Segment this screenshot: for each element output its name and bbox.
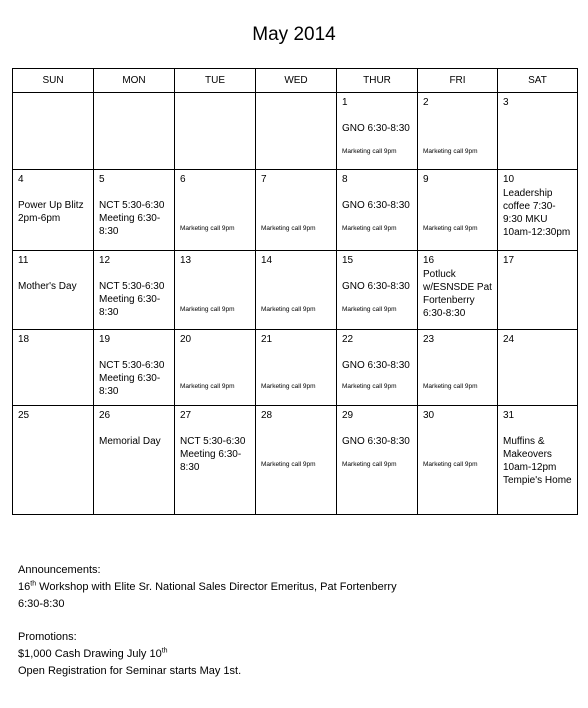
day-number: 1 — [342, 97, 348, 108]
marketing-call-note: Marketing call 9pm — [342, 306, 397, 313]
day-cell — [418, 251, 498, 330]
marketing-call-note: Marketing call 9pm — [180, 306, 235, 313]
day-cell — [94, 330, 175, 406]
day-cell — [94, 251, 175, 330]
event-text: GNO 6:30-8:30 — [342, 360, 410, 371]
week-row — [13, 170, 578, 251]
event-text: Power Up Blitz 2pm-6pm — [18, 200, 84, 224]
event-text: GNO 6:30-8:30 — [342, 281, 410, 292]
promotion-text: $1,000 Cash Drawing July 10 — [18, 648, 162, 660]
day-cell — [256, 330, 337, 406]
day-cell — [498, 251, 578, 330]
day-cell — [175, 330, 256, 406]
day-number: 12 — [99, 255, 111, 266]
day-number: 9 — [423, 174, 429, 185]
day-number: 22 — [342, 334, 354, 345]
day-cell — [94, 93, 175, 170]
day-number: 25 — [18, 410, 30, 421]
day-cell — [256, 93, 337, 170]
day-header-mon: MON — [94, 69, 175, 93]
day-number: 6 — [180, 174, 186, 185]
event-text: NCT 5:30-6:30 Meeting 6:30-8:30 — [99, 200, 165, 237]
marketing-call-note: Marketing call 9pm — [342, 225, 397, 232]
event-text: GNO 6:30-8:30 — [342, 123, 410, 134]
day-cell — [418, 170, 498, 251]
day-header-sun: SUN — [13, 69, 94, 93]
event-text: Muffins & Makeovers 10am-12pm Tempie's Home — [503, 436, 572, 486]
day-header-thur: THUR — [337, 69, 418, 93]
day-cell — [498, 330, 578, 406]
day-number: 27 — [180, 410, 192, 421]
day-number: 24 — [503, 334, 515, 345]
day-number: 30 — [423, 410, 435, 421]
day-cell — [337, 330, 418, 406]
day-number: 19 — [99, 334, 111, 345]
day-number: 13 — [180, 255, 192, 266]
day-cell — [256, 251, 337, 330]
day-cell — [498, 406, 578, 515]
marketing-call-note: Marketing call 9pm — [342, 461, 397, 468]
promotions-section — [18, 629, 241, 680]
day-header-sat: SAT — [498, 69, 578, 93]
day-cell — [175, 406, 256, 515]
day-cell — [418, 93, 498, 170]
marketing-call-note: Marketing call 9pm — [261, 225, 316, 232]
event-text: Mother's Day — [18, 281, 77, 292]
marketing-call-note: Marketing call 9pm — [342, 383, 397, 390]
promotions-heading: Promotions: — [18, 631, 77, 643]
marketing-call-note: Marketing call 9pm — [261, 461, 316, 468]
event-text: Memorial Day — [99, 436, 161, 447]
day-number: 5 — [99, 174, 105, 185]
day-cell — [337, 170, 418, 251]
marketing-call-note: Marketing call 9pm — [261, 383, 316, 390]
event-text: NCT 5:30-6:30 Meeting 6:30-8:30 — [99, 281, 165, 318]
day-number: 4 — [18, 174, 24, 185]
promotion-line — [18, 646, 241, 663]
week-row — [13, 330, 578, 406]
event-text: Leadership coffee 7:30-9:30 MKU 10am-12:30pm — [503, 188, 571, 238]
day-number: 26 — [99, 410, 111, 421]
day-cell — [94, 406, 175, 515]
marketing-call-note: Marketing call 9pm — [180, 383, 235, 390]
day-cell — [418, 406, 498, 515]
day-cell — [337, 406, 418, 515]
marketing-call-note: Marketing call 9pm — [423, 148, 478, 155]
announcement-line — [18, 579, 397, 596]
week-row — [13, 251, 578, 330]
day-number: 20 — [180, 334, 192, 345]
announcement-ordinal: 16 — [18, 581, 31, 593]
day-cell — [13, 93, 94, 170]
day-number: 28 — [261, 410, 273, 421]
event-text: GNO 6:30-8:30 — [342, 200, 410, 211]
day-number: 10 — [503, 174, 515, 185]
day-cell — [337, 93, 418, 170]
day-number: 18 — [18, 334, 30, 345]
day-number: 21 — [261, 334, 273, 345]
week-row — [13, 406, 578, 515]
promotion-ordinal-suffix: th — [161, 647, 168, 655]
day-header-wed: WED — [256, 69, 337, 93]
day-cell — [498, 93, 578, 170]
announcement-ordinal-suffix: th — [30, 580, 37, 588]
day-number: 17 — [503, 255, 515, 266]
announcement-time: 6:30-8:30 — [18, 598, 65, 610]
event-text: NCT 5:30-6:30 Meeting 6:30-8:30 — [180, 436, 246, 473]
calendar-grid — [12, 68, 578, 515]
week-row — [13, 93, 578, 170]
calendar-title: May 2014 — [252, 24, 336, 45]
announcements-section — [18, 562, 397, 613]
marketing-call-note: Marketing call 9pm — [342, 148, 397, 155]
event-text: NCT 5:30-6:30 Meeting 6:30-8:30 — [99, 360, 165, 397]
day-cell — [418, 330, 498, 406]
marketing-call-note: Marketing call 9pm — [423, 225, 478, 232]
day-cell — [94, 170, 175, 251]
day-number: 29 — [342, 410, 354, 421]
day-cell — [175, 93, 256, 170]
day-cell — [175, 170, 256, 251]
marketing-call-note: Marketing call 9pm — [180, 225, 235, 232]
day-number: 3 — [503, 97, 509, 108]
day-number: 2 — [423, 97, 429, 108]
event-text: Potluck w/ESNSDE Pat Fortenberry 6:30-8:30 — [423, 269, 492, 319]
day-number: 23 — [423, 334, 435, 345]
day-number: 11 — [18, 255, 29, 266]
marketing-call-note: Marketing call 9pm — [423, 461, 478, 468]
event-text: GNO 6:30-8:30 — [342, 436, 410, 447]
day-header-tue: TUE — [175, 69, 256, 93]
day-cell — [256, 406, 337, 515]
marketing-call-note: Marketing call 9pm — [261, 306, 316, 313]
day-cell — [13, 170, 94, 251]
day-number: 14 — [261, 255, 273, 266]
day-header-fri: FRI — [418, 69, 498, 93]
day-cell — [498, 170, 578, 251]
day-cell — [256, 170, 337, 251]
marketing-call-note: Marketing call 9pm — [423, 383, 478, 390]
promotion-line: Open Registration for Seminar starts May 1st. — [18, 665, 242, 677]
announcements-heading: Announcements: — [18, 564, 101, 576]
day-cell — [13, 406, 94, 515]
day-number: 15 — [342, 255, 354, 266]
day-cell — [13, 251, 94, 330]
day-number: 7 — [261, 174, 267, 185]
announcement-text: Workshop with Elite Sr. National Sales Director Emeritus, Pat Fortenberry — [36, 581, 397, 593]
day-number: 8 — [342, 174, 348, 185]
day-number: 31 — [503, 410, 515, 421]
day-cell — [175, 251, 256, 330]
day-cell — [13, 330, 94, 406]
day-cell — [337, 251, 418, 330]
day-number: 16 — [423, 255, 435, 266]
weekday-header-row — [13, 69, 578, 93]
